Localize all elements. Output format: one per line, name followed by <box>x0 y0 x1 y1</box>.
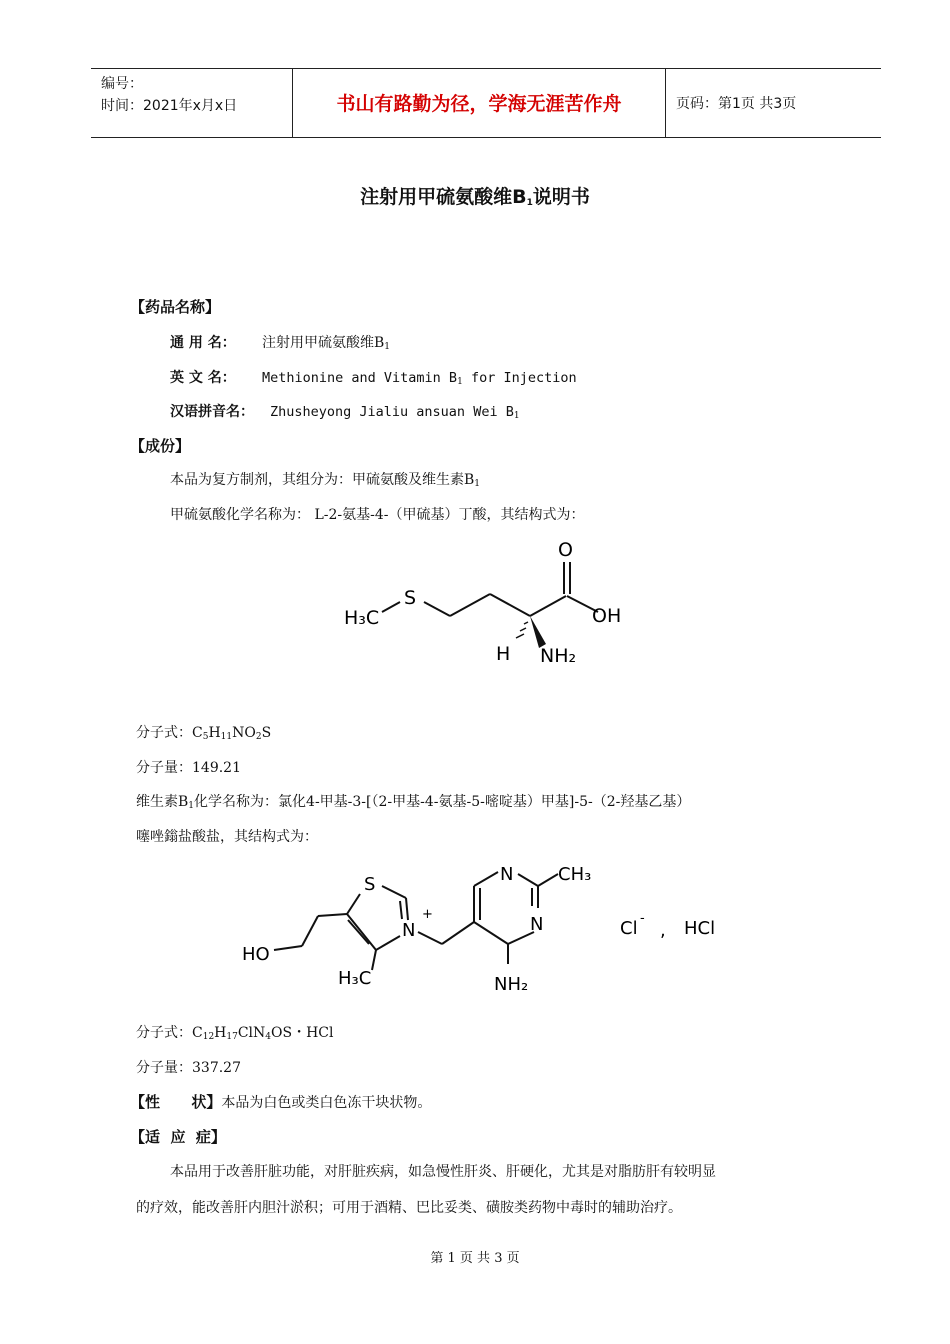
vb1-ch3-label: CH₃ <box>558 864 592 885</box>
header-meta <box>101 73 237 117</box>
ingredients-intro-text: 本品为复方制剂，其组分为：甲硫氨酸及维生素B <box>170 472 475 488</box>
ingredients-intro-subscript: 1 <box>474 479 481 489</box>
section-properties: 【性 状】 <box>130 1093 222 1111</box>
methionine-oh-label: OH <box>592 605 622 627</box>
vb1-n-plus-label: N <box>402 920 416 941</box>
methionine-s-label: S <box>404 587 417 609</box>
formula-part: ClN <box>237 1025 266 1041</box>
document-title <box>0 182 950 209</box>
title-text: 注射用甲硫氨酸维B <box>360 186 527 208</box>
title-subscript: 1 <box>526 198 533 208</box>
properties-row <box>130 1091 431 1112</box>
formula-part: H <box>214 1025 227 1041</box>
formula-part: NO <box>232 725 256 741</box>
vb1-name-subscript: 1 <box>188 801 195 811</box>
formula-subscript: 12 <box>202 1032 215 1042</box>
formula-part: C <box>192 725 203 741</box>
vitamin-b1-chemical-name-cont: 噻唑鎓盐酸盐，其结构式为： <box>136 829 318 845</box>
vb1-plus-charge: + <box>422 907 433 922</box>
ingredients-intro <box>170 469 480 489</box>
methionine-o-label: O <box>558 539 573 561</box>
header-divider <box>665 69 666 137</box>
formula-label: 分子式： <box>136 1025 192 1041</box>
doc-time: 时间：2021年x月x日 <box>101 98 238 114</box>
formula-part: C <box>192 1025 203 1041</box>
vb1-n1-label: N <box>500 864 514 885</box>
vitamin-b1-molecular-weight: 分子量：337.27 <box>136 1060 241 1076</box>
formula-subscript: 2 <box>255 732 262 742</box>
section-indications: 【适 应 症】 <box>130 1128 226 1146</box>
vb1-nh2-label: NH₂ <box>494 974 529 995</box>
generic-name-subscript: 1 <box>384 342 391 352</box>
methionine-molecular-weight: 分子量：149.21 <box>136 760 241 776</box>
methionine-formula <box>136 722 271 742</box>
english-name-row <box>170 367 577 387</box>
pinyin-name-row <box>170 401 520 421</box>
pinyin-name-label: 汉语拼音名： <box>170 404 254 420</box>
formula-part: S <box>261 725 272 741</box>
indications-line-1: 本品用于改善肝脏功能，对肝脏疾病，如急慢性肝炎、肝硬化，尤其是对脂肪肝有较明显 <box>170 1164 716 1180</box>
vb1-name-part: 化学名称为：氯化4-甲基-3-[（2-甲基-4-氨基-5-嘧啶基）甲基]-5-（2-羟基乙基） <box>194 794 691 810</box>
section-ingredients: 【成份】 <box>130 437 191 455</box>
vb1-chloride-charge: - <box>640 911 645 926</box>
pinyin-name-value: Zhusheyong Jialiu ansuan Wei B <box>270 404 514 420</box>
properties-text: 本品为白色或类白色冻干块状物。 <box>221 1095 432 1111</box>
vitamin-b1-structure <box>236 852 736 1002</box>
methionine-h3c-label: H₃C <box>344 607 380 629</box>
generic-name-label: 通 用 名： <box>170 335 236 351</box>
formula-subscript: 17 <box>226 1032 238 1042</box>
vb1-comma: , <box>660 920 666 941</box>
formula-subscript: 4 <box>265 1032 272 1042</box>
formula-part: OS・HCl <box>271 1025 334 1041</box>
methionine-chemical-name: 甲硫氨酸化学名称为： L-2-氨基-4-（甲硫基）丁酸，其结构式为： <box>170 507 585 523</box>
english-name-subscript: 1 <box>457 377 463 387</box>
methionine-structure <box>330 532 640 682</box>
formula-subscript: 5 <box>202 732 209 742</box>
methionine-h-label: H <box>496 643 511 665</box>
header-motto: 书山有路勤为径，学海无涯苦作舟 <box>336 93 622 115</box>
english-name-value: Methionine and Vitamin B <box>262 370 458 386</box>
formula-label: 分子式： <box>136 725 192 741</box>
vb1-chloride-label: Cl <box>620 918 638 939</box>
page-footer: 第 1 页 共 3 页 <box>430 1251 520 1266</box>
header-page-info: 页码：第1页 共3页 <box>676 96 797 112</box>
title-suffix: 说明书 <box>532 186 590 208</box>
section-drug-name: 【药品名称】 <box>130 298 221 316</box>
english-name-label: 英 文 名： <box>170 370 236 386</box>
vitamin-b1-chemical-name <box>136 791 690 811</box>
vb1-s-label: S <box>364 874 376 895</box>
formula-part: H <box>208 725 221 741</box>
indications-line-2: 的疗效，能改善肝内胆汁淤积；可用于酒精、巴比妥类、磺胺类药物中毒时的辅助治疗。 <box>136 1200 682 1216</box>
doc-number: 编号： <box>101 76 143 92</box>
vb1-n2-label: N <box>530 914 544 935</box>
methionine-nh2-label: NH₂ <box>540 645 577 667</box>
page-header <box>91 68 881 138</box>
vitamin-b1-formula <box>136 1022 334 1042</box>
english-name-tail: for Injection <box>462 370 577 386</box>
pinyin-name-subscript: 1 <box>513 411 520 421</box>
generic-name-value: 注射用甲硫氨酸维B <box>262 335 385 351</box>
vb1-ho-label: HO <box>242 944 270 965</box>
formula-subscript: 11 <box>220 732 233 742</box>
vb1-h3c-label: H₃C <box>338 968 372 989</box>
vb1-name-part: 维生素B <box>136 794 189 810</box>
vb1-hcl-label: HCl <box>684 918 716 939</box>
generic-name-row <box>170 332 390 352</box>
